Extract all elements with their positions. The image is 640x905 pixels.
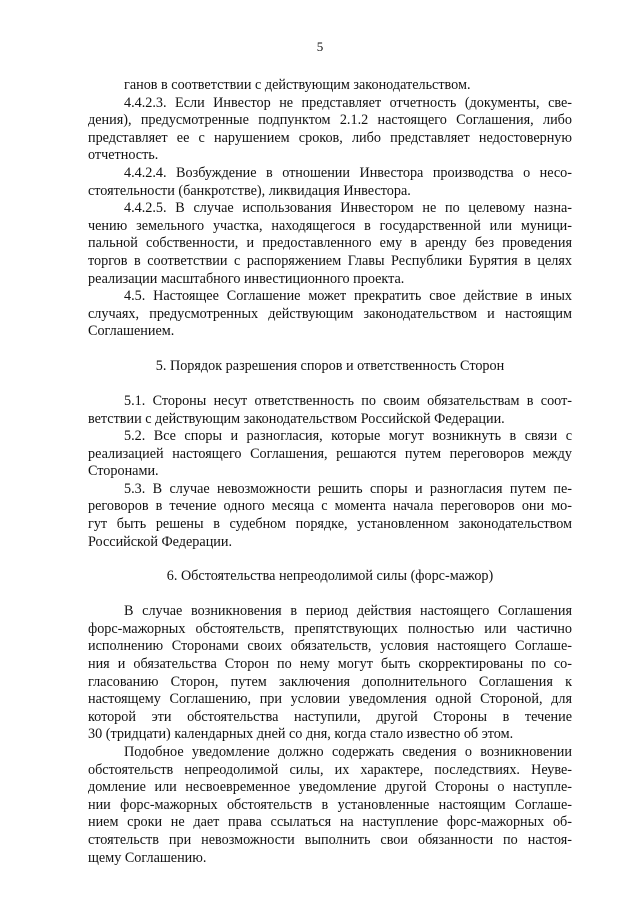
text-line: реговоров в течение одного месяца с момента начала переговоров они мо- bbox=[88, 498, 572, 515]
text-line: случаях, предусмотренных действующим законодательством и настоящим bbox=[88, 305, 572, 322]
text-line: 4.4.2.4. Возбуждение в отношении Инвестора производства о несо- bbox=[124, 164, 572, 181]
text-line: Российской Федерации. bbox=[88, 533, 233, 550]
page-number: 5 bbox=[316, 39, 324, 54]
text-line: настоящему Соглашению, при условии уведомления одной Стороной, для bbox=[88, 691, 572, 708]
text-line: дения), предусмотренные подпунктом 2.1.2 настоящего Соглашения, либо bbox=[88, 112, 572, 129]
text-line: Подобное уведомление должно содержать сведения о возникновении bbox=[124, 744, 572, 760]
section-heading: 6. Обстоятельства непреодолимой силы (форс-мажор) bbox=[166, 568, 494, 585]
paragraph bbox=[88, 200, 572, 288]
text-line: отчетность. bbox=[88, 147, 159, 164]
text-line: 4.4.2.5. В случае использования Инвестором не по целевому назна- bbox=[124, 200, 572, 217]
text-line: домление или несвоевременное уведомление другой Стороны о наступле- bbox=[88, 779, 572, 796]
text-line: Сторонами. bbox=[88, 463, 159, 480]
text-line: 5.2. Все споры и разногласия, которые могут возникнуть в связи с bbox=[124, 428, 572, 445]
text-line: чению земельного участка, находящегося в государственной или муници- bbox=[88, 217, 572, 234]
text-line: ганов в соответствии с действующим законодательством. bbox=[124, 77, 471, 93]
text-line: 5.3. В случае невозможности решить споры и разногласия путем пе- bbox=[124, 480, 572, 497]
text-line: Соглашением. bbox=[88, 323, 175, 340]
text-line: реализации масштабного инвестиционного проекта. bbox=[88, 270, 405, 287]
text-line: нием сроки не дает права ссылаться на наступление форс-мажорных об- bbox=[88, 814, 572, 831]
text-line: гласованию Сторон, путем заключения дополнительного Соглашения к bbox=[88, 673, 572, 690]
text-line: гут быть решены в судебном порядке, установленном законодательством bbox=[88, 516, 572, 533]
text-line: В случае возникновения в период действия настоящего Соглашения bbox=[124, 603, 572, 620]
paragraph bbox=[88, 428, 572, 481]
text-line: нии форс-мажорных обстоятельств в установленные настоящим Соглаше- bbox=[88, 796, 572, 813]
paragraph bbox=[88, 77, 572, 95]
document-body bbox=[88, 77, 572, 867]
text-line: щему Соглашению. bbox=[88, 849, 207, 866]
text-line: реализацией настоящего Соглашения, решаются путем переговоров между bbox=[88, 445, 572, 462]
text-line: пальной собственности, и предоставленного ему в аренду без проведения bbox=[88, 235, 572, 252]
text-line: форс-мажорных обстоятельств, препятствующих полностью или частично bbox=[88, 620, 572, 637]
text-line: которой эти обстоятельства наступили, другой Стороны в течение bbox=[88, 708, 572, 725]
text-line: обстоятельств непреодолимой силы, их характере, последствиях. Неуве- bbox=[88, 761, 572, 778]
paragraph bbox=[88, 393, 572, 428]
text-line: 30 (тридцати) календарных дней со дня, когда стало известно об этом. bbox=[88, 726, 514, 743]
text-line: 4.4.2.3. Если Инвестор не представляет отчетность (документы, све- bbox=[124, 94, 572, 111]
text-line: исполнению Сторонами своих обязательств, условия настоящего Соглаше- bbox=[88, 638, 572, 655]
text-line: представляет ее с нарушением сроков, либо представляет недостоверную bbox=[88, 129, 572, 146]
paragraph bbox=[88, 95, 572, 165]
text-line: 4.5. Настоящее Соглашение может прекратить свое действие в иных bbox=[124, 288, 572, 305]
text-line: ветствии с действующим законодательством Российской Федерации. bbox=[88, 410, 505, 427]
text-line: ния и обязательства Сторон по нему могут быть скорректированы по со- bbox=[88, 656, 572, 673]
paragraph bbox=[88, 603, 572, 744]
text-line: 5.1. Стороны несут ответственность по своим обязательствам в соот- bbox=[124, 392, 572, 409]
paragraph bbox=[88, 288, 572, 341]
paragraph bbox=[88, 744, 572, 867]
paragraph bbox=[88, 165, 572, 200]
text-line: стоятельств при невозможности выполнить свои обязанности по настоя- bbox=[88, 831, 572, 848]
text-line: стоятельности (банкротстве), ликвидация Инвестора. bbox=[88, 182, 411, 199]
section-heading: 5. Порядок разрешения споров и ответственность Сторон bbox=[155, 357, 505, 374]
paragraph bbox=[88, 481, 572, 551]
text-line: торгов в соответствии с распоряжением Главы Республики Бурятия в целях bbox=[88, 252, 572, 269]
